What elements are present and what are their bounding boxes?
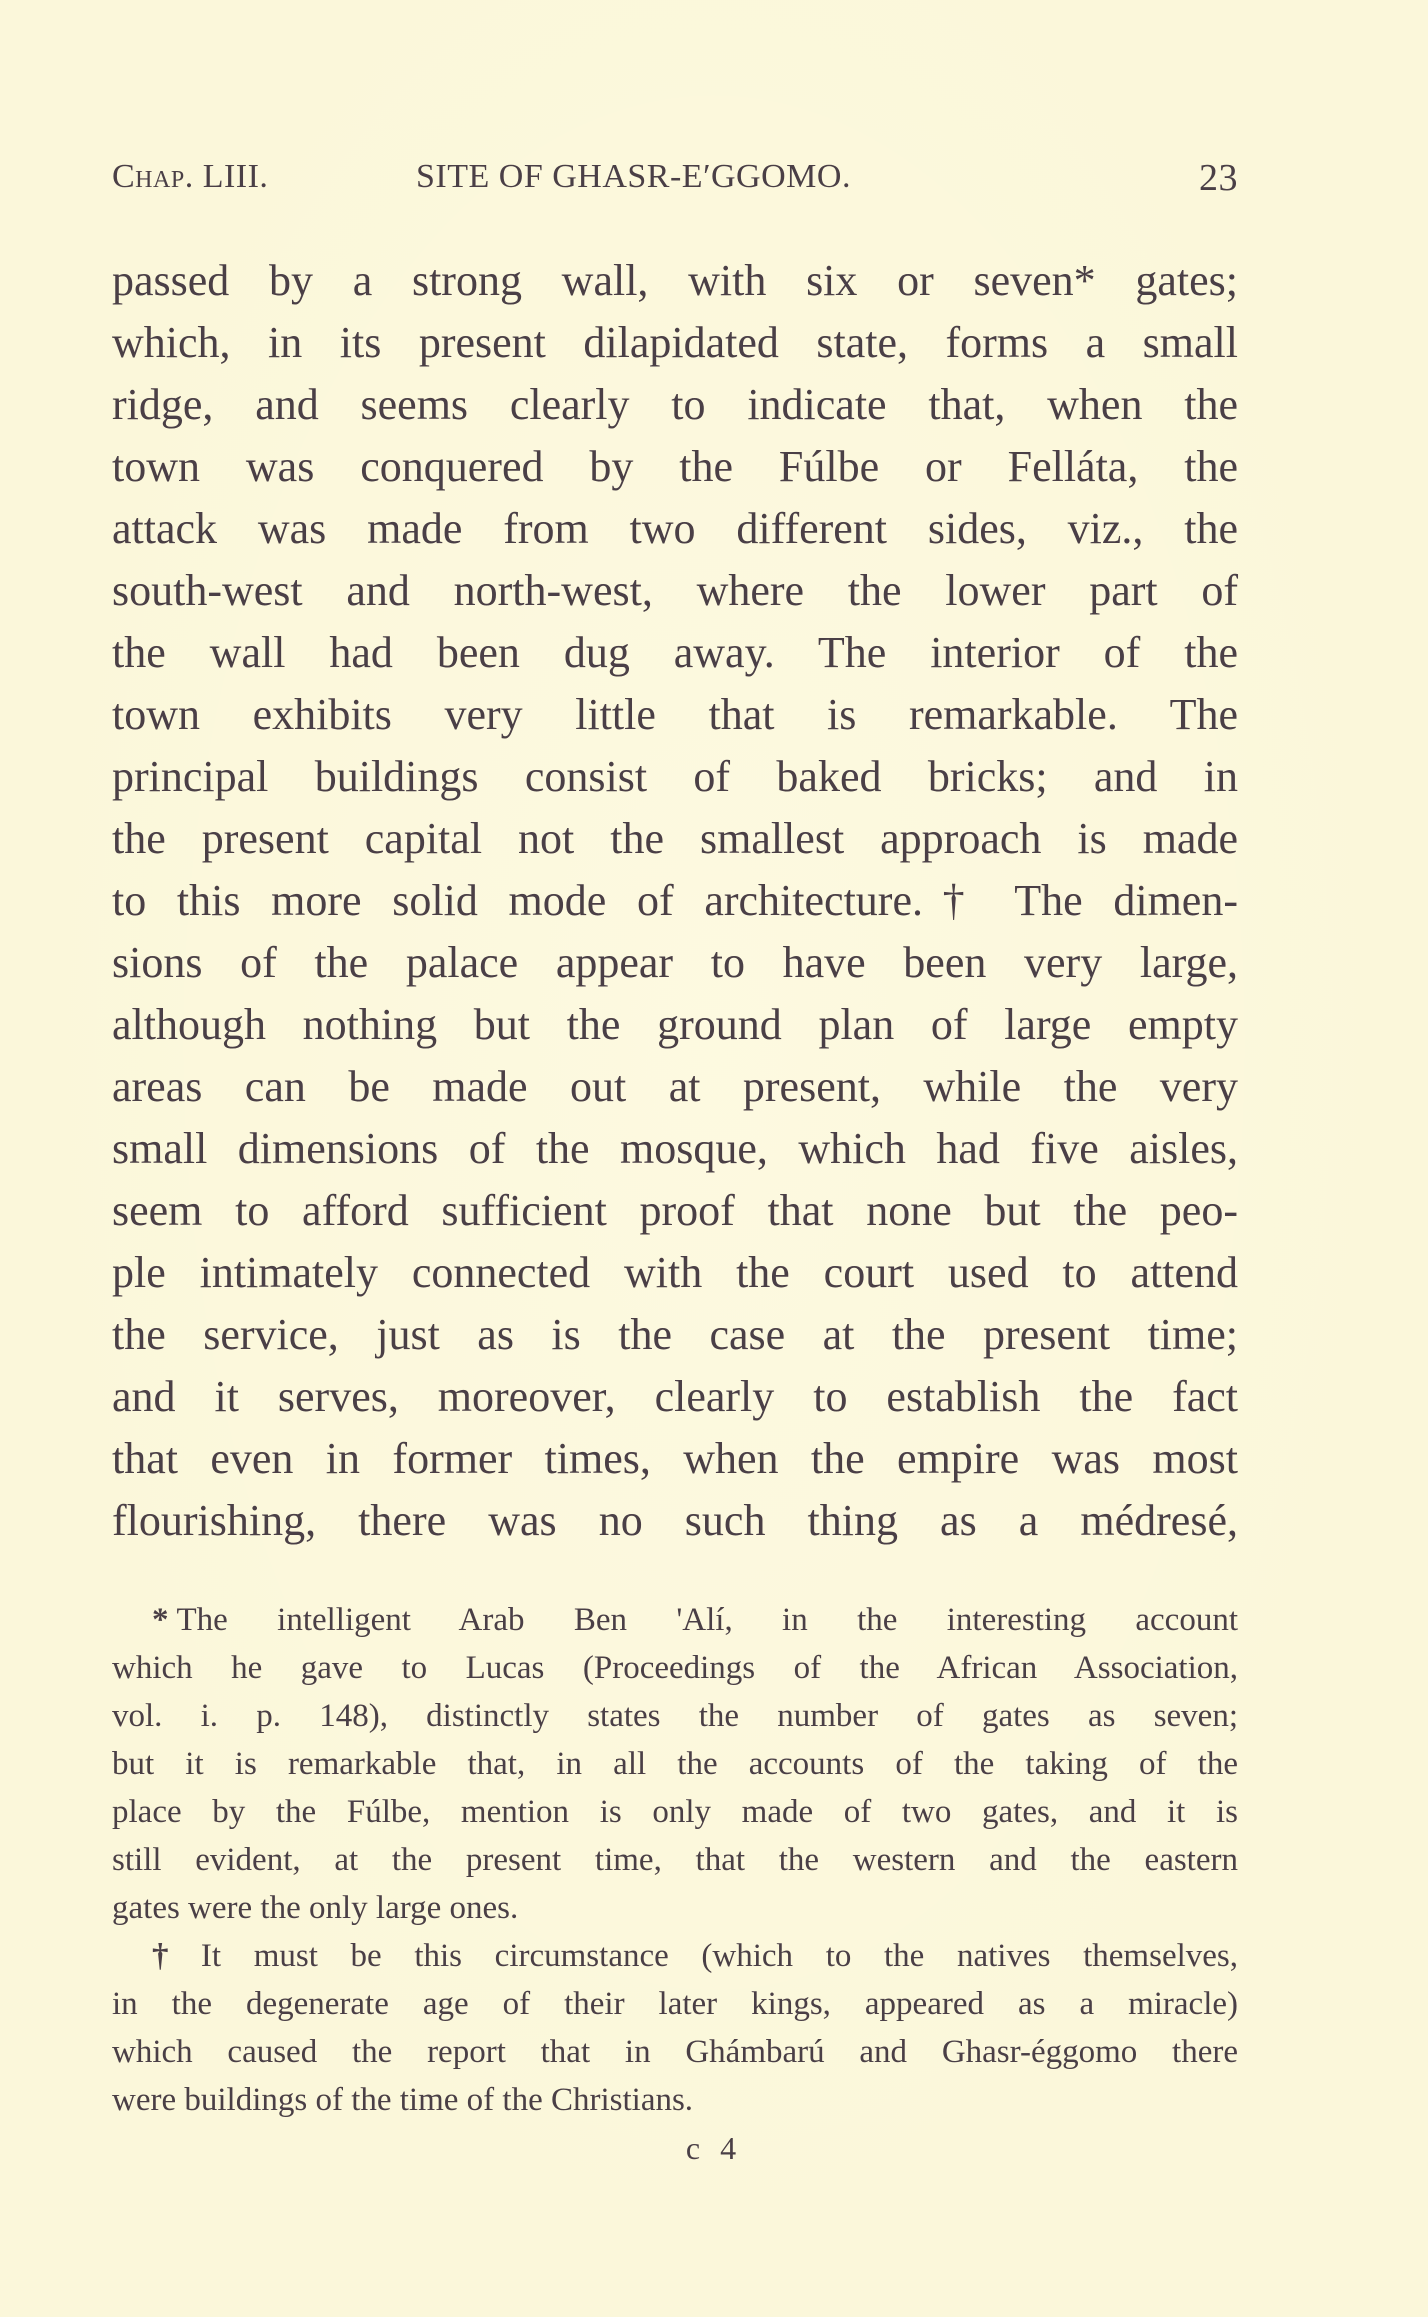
body-line: areas can be made out at present, while the very — [112, 1062, 1238, 1111]
footnote-line: but it is remarkable that, in all the accounts of the taking of the — [112, 1746, 1238, 1782]
body-line: attack was made from two different sides, viz., the — [112, 504, 1238, 553]
body-line: that even in former times, when the empire was most — [112, 1434, 1238, 1483]
body-line: small dimensions of the mosque, which had five aisles, — [112, 1124, 1238, 1173]
footnote-line: which caused the report that in Ghámbarú and Ghasr-éggomo there — [112, 2034, 1238, 2070]
footnote-line: which he gave to Lucas (Proceedings of the African Association, — [112, 1650, 1238, 1686]
body-line: the wall had been dug away. The interior of the — [112, 628, 1238, 677]
body-line: ple intimately connected with the court used to attend — [112, 1248, 1238, 1297]
body-line: passed by a strong wall, with six or seven* gates; — [112, 256, 1238, 305]
body-line: which, in its present dilapidated state, forms a small — [112, 318, 1238, 367]
body-text — [112, 250, 1238, 1552]
body-line: sions of the palace appear to have been very large, — [112, 938, 1238, 987]
body-line: although nothing but the ground plan of large empty — [112, 1000, 1238, 1049]
footnote-line — [112, 1932, 1238, 1980]
footnote-text: It must be this circumstance (which to the natives themselves, — [200, 1938, 1238, 1974]
body-line: flourishing, there was no such thing as a médresé, — [112, 1496, 1238, 1545]
footnote-marker: * — [152, 1602, 169, 1638]
page-number: 23 — [1199, 157, 1238, 199]
footnote-marker: † — [152, 1938, 193, 1974]
page-title: SITE OF GHASR-E′GGOMO. — [416, 158, 851, 195]
body-line: principal buildings consist of baked bricks; and in — [112, 752, 1238, 801]
body-line: seem to afford sufficient proof that none but the peo- — [112, 1186, 1238, 1235]
body-line: south-west and north-west, where the lower part of — [112, 566, 1238, 615]
footnotes — [112, 1596, 1238, 2124]
body-line: town exhibits very little that is remarkable. The — [112, 690, 1238, 739]
footnote-line: were buildings of the time of the Christians. — [112, 2082, 694, 2118]
footnote-line: in the degenerate age of their later kings, appeared as a miracle) — [112, 1986, 1238, 2022]
body-line: and it serves, moreover, clearly to establish the fact — [112, 1372, 1238, 1421]
body-line: the present capital not the smallest approach is made — [112, 814, 1238, 863]
signature-mark: c 4 — [685, 2130, 743, 2166]
body-line: town was conquered by the Fúlbe or Felláta, the — [112, 442, 1238, 491]
body-line: to this more solid mode of architecture.† The dimen- — [112, 876, 1238, 925]
footnote-line: place by the Fúlbe, mention is only made of two gates, and it is — [112, 1794, 1238, 1830]
footnote-line: vol. i. p. 148), distinctly states the number of gates as seven; — [112, 1698, 1238, 1734]
footnote-text: The intelligent Arab Ben 'Alí, in the interesting account — [176, 1602, 1238, 1638]
footnote-line: still evident, at the present time, that the western and the eastern — [112, 1842, 1238, 1878]
chapter-label: Chap. LIII. — [112, 158, 269, 195]
footnote-line — [112, 1596, 1238, 1644]
body-line: the service, just as is the case at the present time; — [112, 1310, 1238, 1359]
footnote-line: gates were the only large ones. — [112, 1890, 519, 1926]
body-line: ridge, and seems clearly to indicate that, when the — [112, 380, 1238, 429]
running-head — [112, 158, 1238, 202]
